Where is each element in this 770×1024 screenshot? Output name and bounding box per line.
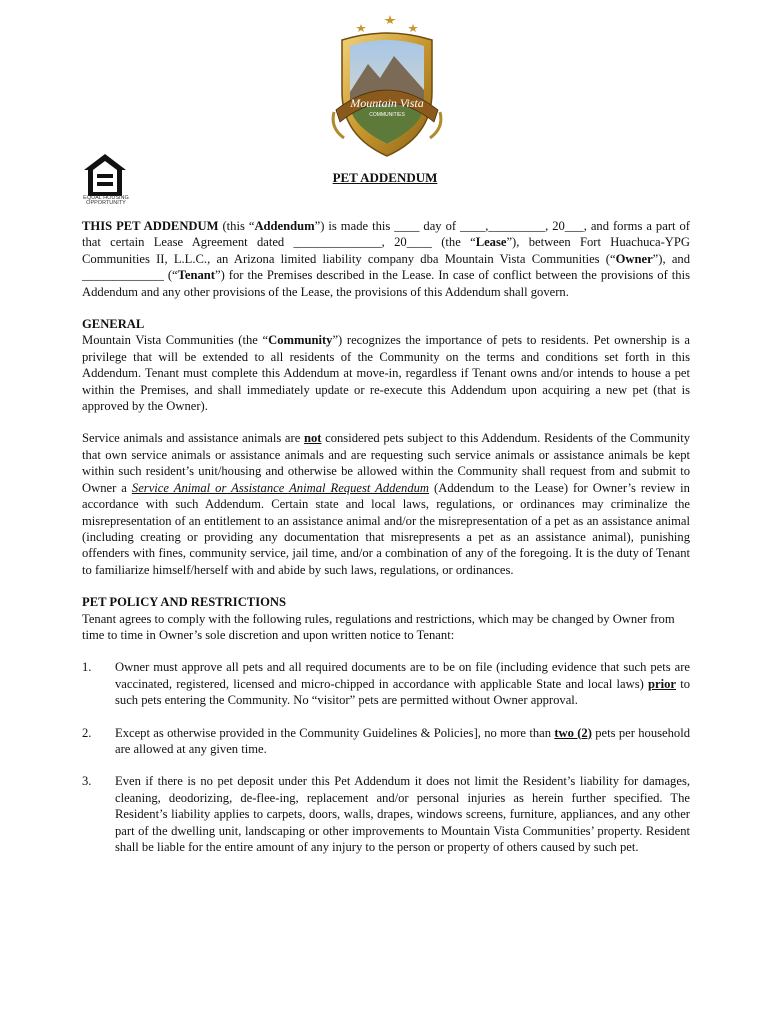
request-addendum-link: Service Animal or Assistance Animal Request Addendum <box>131 480 430 495</box>
general-paragraph-2: Service animals and assistance animals are not considered pets subject to this Addendum. Residents of the Community that own service animals or assistance animals and are requesting such service animals or assistance animals be kept within such resident’s unit/housing and otherwise be allowed within the Community shall request from and submit to Owner a Service Animal or Assistance Animal Request Addendum (Addendum to the Lease) for Owner’s review in accordance with such Addendum. Certain state and local laws, regulations, or ordinances may criminalize the misrepresentation of an entitlement to an assistance animal and/or the misrepresentation of a pet as an assistance animal (including creating or providing any documentation that misrepresents a pet as an assistance animal), punishing offenders with fines, community service, jail time, and/or a combination of any of the foregoing. It is the duty of Tenant to familiarize himself/herself with and abide by such laws, regulations, or ordinances. <box>82 431 690 577</box>
general-heading: GENERAL <box>82 317 145 332</box>
svg-text:COMMUNITIES: COMMUNITIES <box>369 112 405 118</box>
list-item: 2. Except as otherwise provided in the Community Guidelines & Policies], no more than two (2) pets per household are allowed at any given time. <box>82 725 691 756</box>
document-body <box>82 218 690 855</box>
policy-list <box>82 659 690 855</box>
page-title: PET ADDENDUM <box>332 170 438 185</box>
list-item: 3. Even if there is no pet deposit under this Pet Addendum it does not limit the Resident’s liability for damages, cleaning, deodorizing, de-flee-ing, replacement and/or personal injuries as herein further specified. The Resident’s liability applies to carpets, doors, walls, drapes, windows screens, furniture, appliances, and any other part of the dwelling unit, landscaping or other improvements to Mountain Vista Communities’ property. Resident shall be liable for the entire amount of any injury to the person or property of others caused by such pet. <box>82 774 690 854</box>
policy-heading: PET POLICY AND RESTRICTIONS <box>82 595 286 610</box>
mountain-vista-logo <box>328 10 446 162</box>
policy-intro: Tenant agrees to comply with the following rules, regulations and restrictions, which may be changed by Owner from time to time in Owner’s sole discretion and upon written notice to Tenant: <box>82 611 675 642</box>
svg-text:Mountain Vista: Mountain Vista <box>350 96 424 110</box>
equal-housing-caption: EQUAL HOUSING OPPORTUNITY <box>83 195 129 206</box>
general-paragraph-1: Mountain Vista Communities (the “Community”) recognizes the importance of pets to residents. Pet ownership is a privilege that will be extended to all residents of the Community on the terms and conditions set forth in this Addendum. Tenant must complete this Addendum at move-in, regardless if Tenant owns and/or intends to house a pet within the Premises, and shall immediately update or re-execute this Addendum upon acquiring a new pet (that is approved by the Owner). <box>82 333 690 414</box>
intro-paragraph: THIS PET ADDENDUM (this “Addendum”) is made this ____ day of ____,_________, 20___, and forms a part of that certain Lease Agreement dated ______________, 20____ (the “Lease”), between Fort Huachuca-YPG Communities II, L.L.C., an Arizona limited liability company dba Mountain Vista Communities (“Owner”), and _____________ (“Tenant”) for the Premises described in the Lease. In case of conflict between the provisions of this Addendum and any other provisions of the Lease, the provisions of this Addendum shall govern. <box>82 219 691 299</box>
list-item: 1. Owner must approve all pets and all required documents are to be on file (including evidence that such pets are vaccinated, registered, licensed and micro-chipped in accordance with applicable State and local laws) prior to such pets entering the Community. No “visitor” pets are permitted without Owner approval. <box>82 660 691 708</box>
